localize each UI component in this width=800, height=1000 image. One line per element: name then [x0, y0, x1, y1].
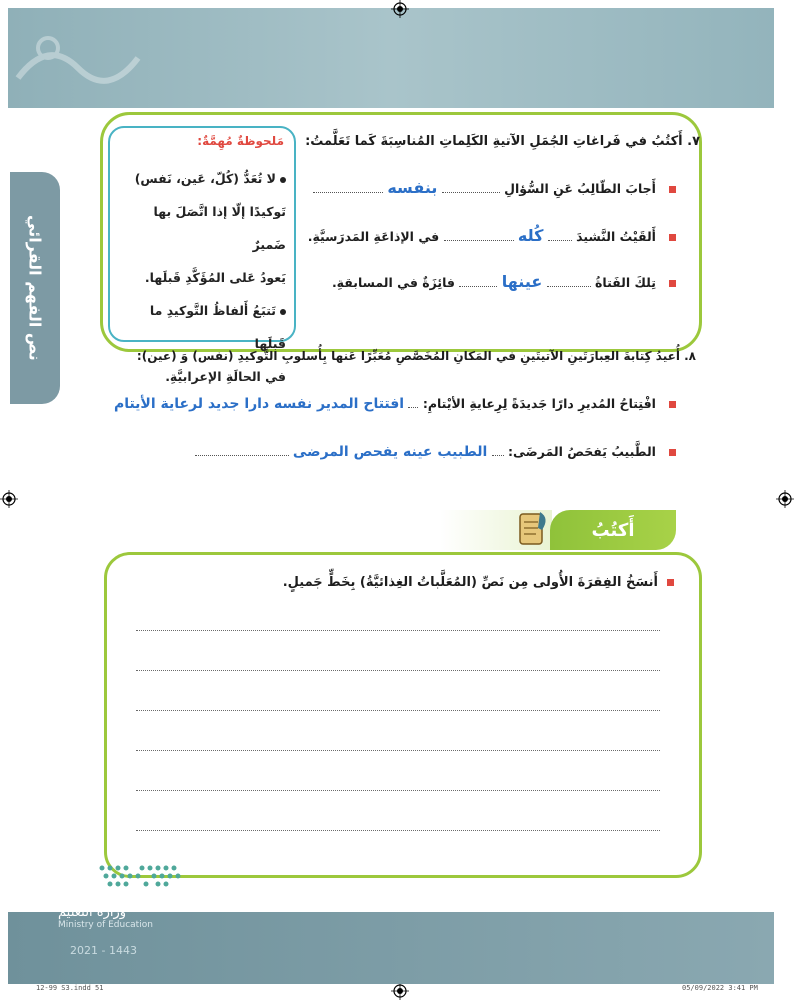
blank-line [313, 192, 383, 193]
calligraphy-decoration [8, 8, 148, 108]
blank-line [548, 240, 572, 241]
bullet-icon [667, 579, 674, 586]
top-banner [8, 8, 774, 108]
writing-line[interactable] [136, 710, 660, 711]
ministry-name-en: Ministry of Education [58, 920, 153, 930]
ministry-name [58, 905, 153, 930]
note-title: مَلحوظةٌ مُهِمَّةٌ: [197, 134, 284, 148]
answer-text[interactable]: افتتاح المدير نفسه دارا جديد لرعاية الأيتام [113, 396, 405, 412]
edition-year: 2021 - 1443 [70, 944, 137, 957]
q8-item-2 [195, 444, 676, 460]
writing-line[interactable] [136, 750, 660, 751]
question-8-prompt: ٨. أُعيدُ كِتابةَ العِبارَتَينِ الآتيتَينِ في المَكانِ المُخَصَّصِ مُعَبِّرًا عَنها بِأُسلوبِ التَّوكيدِ (نفس) وَ (عين): [136, 349, 696, 363]
item-text: تِلكَ الفَتاةُ [595, 275, 656, 290]
q8-item-1 [114, 396, 676, 412]
item-text: فائِزَةٌ في المسابقةِ. [331, 275, 455, 290]
bullet-icon [669, 401, 676, 408]
ministry-logo-icon [96, 862, 188, 892]
registration-mark-icon [0, 490, 18, 508]
q7-item-2 [308, 226, 676, 245]
answer-text[interactable]: كُله [517, 226, 544, 245]
note-line: تَوكيدًا إلّا إذا اتَّصَلَ بها ضَميرٌ [153, 204, 286, 252]
writing-line[interactable] [136, 830, 660, 831]
item-text: أَجابَ الطّالِبُ عَنِ السُّؤالِ [504, 181, 656, 196]
write-section-header [550, 510, 676, 550]
answer-text[interactable]: بنفسه [387, 178, 438, 197]
bullet-icon [280, 309, 286, 315]
q7-item-1 [313, 178, 676, 197]
note-line: لا تُعَدُّ (كُلّ، عَين، نَفس) [134, 171, 276, 186]
footer-timestamp: 05/09/2022 3:41 PM [682, 984, 758, 992]
blank-line [547, 286, 591, 287]
answer-text[interactable]: الطبيب عينه يفحص المرضى [292, 444, 488, 460]
blank-line [492, 455, 504, 456]
writing-line[interactable] [136, 670, 660, 671]
item-text: الطَّبيبُ يَفحَصُ المَرضَى: [508, 444, 656, 459]
write-instruction [283, 575, 674, 590]
blank-line [195, 455, 289, 456]
registration-mark-icon [391, 982, 409, 1000]
question-7-prompt: ٧. أَكتُبُ في فَراغاتِ الجُمَلِ الآتيةِ الكَلِماتِ المُناسِبَةَ كَما تَعَلَّمتُ: [305, 134, 700, 149]
bullet-icon [280, 177, 286, 183]
side-tab-label: نص الفهم القرائي [25, 215, 45, 361]
writing-line[interactable] [136, 630, 660, 631]
q7-item-3 [332, 272, 676, 291]
blank-line [444, 240, 514, 241]
note-box [108, 126, 296, 384]
bullet-icon [669, 234, 676, 241]
item-text: أَلقَيْتُ النَّشيدَ [576, 229, 656, 244]
ministry-name-ar: وزارة التعليم [58, 905, 127, 920]
footer-file-info: 12-99 S3.indd 51 [36, 984, 104, 992]
writing-line[interactable] [136, 790, 660, 791]
note-line: في الحالَةِ الإعرابيَّةِ. [165, 369, 286, 384]
blank-line [442, 192, 500, 193]
answer-text[interactable]: عينها [501, 272, 543, 291]
bullet-icon [669, 449, 676, 456]
section-side-tab [10, 172, 60, 404]
instruction-text: أَنسَخُ الفِقرَةَ الأُولى مِن نَصِّ (المُعَلَّباتُ الغِذائيَّةُ) بِخَطٍّ جَميلٍ. [282, 575, 658, 590]
scroll-quill-icon [512, 508, 552, 550]
blank-line [459, 286, 497, 287]
write-header-label: أَكتُبُ [591, 519, 635, 541]
registration-mark-icon [391, 0, 409, 18]
bullet-icon [669, 280, 676, 287]
note-line: يَعودُ عَلى المُؤَكَّدِ قَبلَها. [144, 270, 286, 285]
blank-line [408, 407, 418, 408]
item-text: في الإذاعَةِ المَدرَسيَّةِ. [307, 229, 440, 244]
note-line: تَتبَعُ أَلفاظُ التَّوكيدِ ما قَبلَها [149, 303, 286, 351]
registration-mark-icon [776, 490, 794, 508]
item-text: افْتِتاحُ المُديرِ دارًا جَديدَةً لِرِعايةِ الأيْتامِ: [422, 396, 656, 411]
bullet-icon [669, 186, 676, 193]
